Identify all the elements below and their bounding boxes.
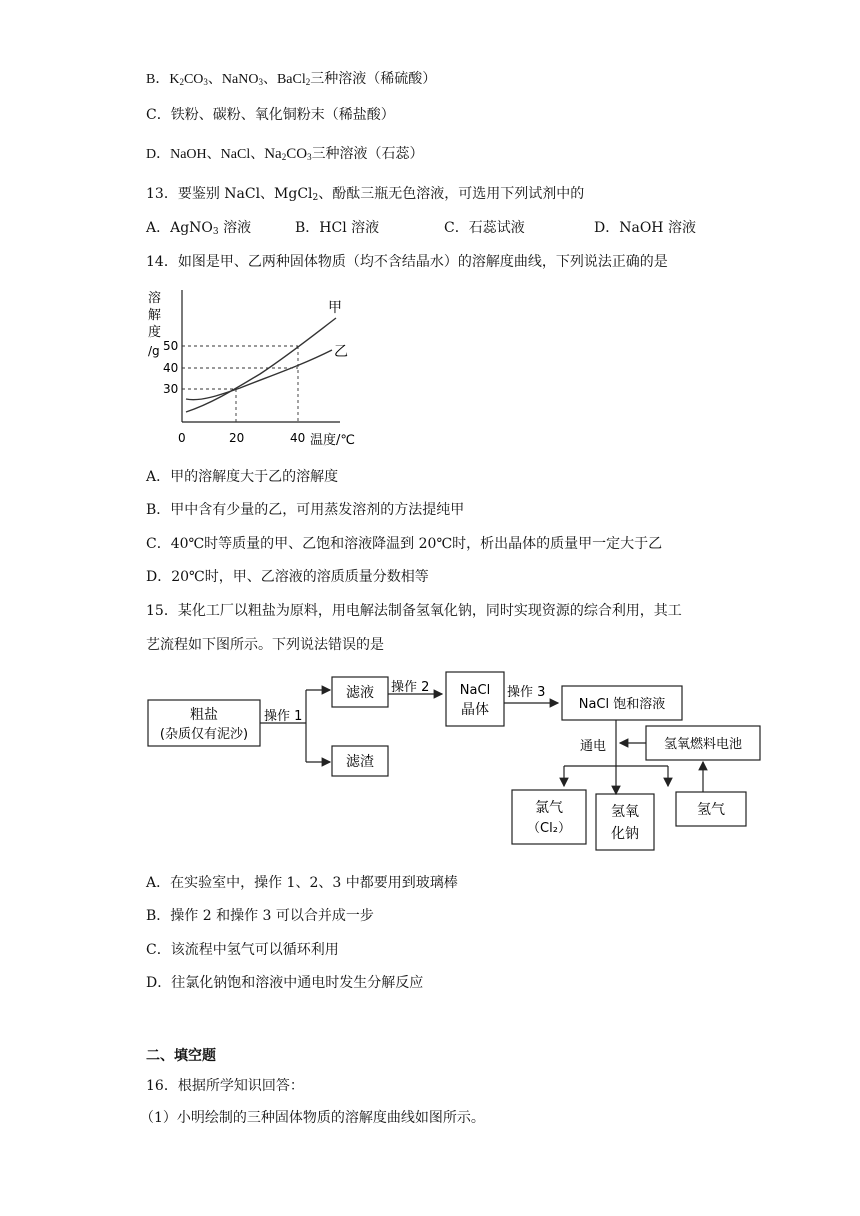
xtick-40: 40 <box>290 431 306 445</box>
crude-salt-label: 粗盐 <box>190 707 218 723</box>
xtick-0: 0 <box>178 431 186 445</box>
xlabel: 温度/℃ <box>310 433 355 448</box>
ylabel-2: 解 <box>148 308 162 323</box>
op3-label: 操作 3 <box>507 685 546 700</box>
crude-salt-note: (杂质仅有泥沙) <box>159 727 249 742</box>
section-heading: 二、填空题 <box>146 1048 216 1064</box>
q15-stem-line1: 15．某化工厂以粗盐为原料，用电解法制备氢氧化钠，同时实现资源的综合利用，其工 <box>146 603 682 619</box>
q13-option-c: C．石蕊试液 <box>444 220 525 236</box>
xtick-20: 20 <box>229 431 245 445</box>
q15-stem-line2: 艺流程如下图所示。下列说法错误的是 <box>146 637 384 653</box>
q13-option-b: B．HCl 溶液 <box>295 220 380 236</box>
label-yi: 乙 <box>334 344 348 360</box>
ytick-40: 40 <box>163 361 179 375</box>
process-flowchart <box>140 670 780 856</box>
q15-option-a: A．在实验室中，操作 1、2、3 中都要用到玻璃棒 <box>146 875 458 891</box>
hydrogen-label: 氢气 <box>697 802 725 818</box>
q15-option-c: C．该流程中氢气可以循环利用 <box>146 942 339 958</box>
q12-option-d: D．NaOH、NaCl、$Na_2CO_3$三种溶液（石蕊） <box>146 146 424 162</box>
ylabel-3: 度 <box>148 325 162 340</box>
q12-option-b: B．$K_2CO_3$、NaNO$_3$、BaCl$_2$三种溶液（稀硫酸） <box>146 72 437 87</box>
chlorine-label-a: 氯气 <box>535 800 563 816</box>
q14-stem: 14．如图是甲、乙两种固体物质（均不含结晶水）的溶解度曲线，下列说法正确的是 <box>146 254 668 270</box>
q14-option-d: D．20℃时，甲、乙溶液的溶质质量分数相等 <box>146 569 429 585</box>
q16-sub1: （1）小明绘制的三种固体物质的溶解度曲线如图所示。 <box>140 1110 485 1126</box>
ytick-30: 30 <box>163 382 179 396</box>
q13-option-d: D．NaOH 溶液 <box>594 220 696 236</box>
naoh-label-b: 化钠 <box>611 826 639 842</box>
nacl-crystal-label-a: NaCl <box>459 683 491 698</box>
op1-label: 操作 1 <box>264 709 303 724</box>
q14-option-a: A．甲的溶解度大于乙的溶解度 <box>146 469 339 485</box>
naoh-label-a: 氢氧 <box>611 804 639 820</box>
q15-option-b: B．操作 2 和操作 3 可以合并成一步 <box>146 908 374 924</box>
chlorine-label-b: （Cl₂） <box>527 821 571 836</box>
q13-option-a: A．AgNO$_3$ 溶液 <box>146 220 252 237</box>
ylabel-1: 溶 <box>148 291 162 306</box>
ytick-50: 50 <box>163 339 179 353</box>
filtrate-label: 滤液 <box>346 685 374 701</box>
residue-label: 滤渣 <box>346 754 374 770</box>
op2-label: 操作 2 <box>391 680 430 695</box>
fuel-cell-label: 氢氧燃料电池 <box>663 737 743 752</box>
solubility-graph <box>140 282 370 452</box>
q13-stem: 13．要鉴别 NaCl、MgCl$_2$、酚酞三瓶无色溶液，可选用下列试剂中的 <box>146 186 585 203</box>
q14-option-b: B．甲中含有少量的乙，可用蒸发溶剂的方法提纯甲 <box>146 502 465 518</box>
label-jia: 甲 <box>328 300 342 316</box>
q14-option-c: C．40℃时等质量的甲、乙饱和溶液降温到 20℃时，析出晶体的质量甲一定大于乙 <box>146 536 663 552</box>
electrify-label: 通电 <box>580 739 607 754</box>
ylabel-4: /g <box>148 344 160 358</box>
saturated-solution-label: NaCl 饱和溶液 <box>578 697 666 712</box>
nacl-crystal-label-b: 晶体 <box>461 702 489 718</box>
q15-option-d: D．往氯化钠饱和溶液中通电时发生分解反应 <box>146 975 424 991</box>
q16-stem: 16．根据所学知识回答： <box>146 1078 304 1094</box>
q12-option-c: C．铁粉、碳粉、氧化铜粉末（稀盐酸） <box>146 107 395 123</box>
